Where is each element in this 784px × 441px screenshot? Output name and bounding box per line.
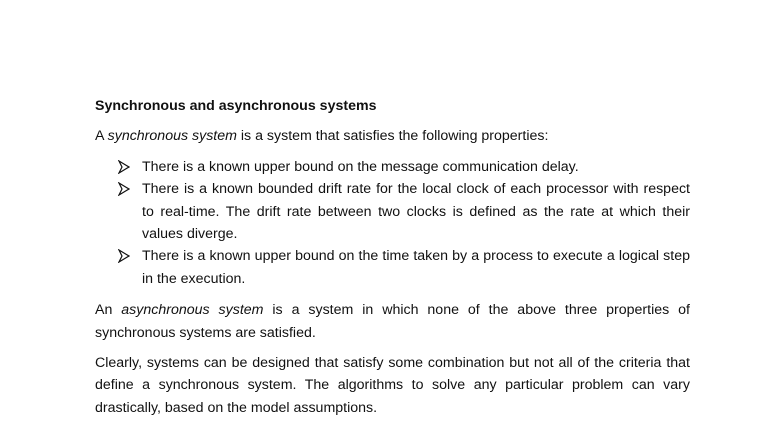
list-item: [95, 245, 690, 290]
async-suffix: is a system in which none of the above three properties of synchronous systems are satisfied.: [95, 302, 690, 341]
asynchronous-term: asynchronous system: [121, 302, 264, 319]
property-text: There is a known upper bound on the message communication delay.: [142, 158, 579, 175]
property-text: There is a known bounded drift rate for the local clock of each processor with respect to real-time. The drift rate between two clocks is defined as the rate at which their values diverge.: [142, 181, 690, 243]
property-text: There is a known upper bound on the time taken by a process to execute a logical step in the execution.: [142, 248, 690, 287]
list-item: [95, 178, 690, 245]
asynchronous-definition: [95, 299, 690, 344]
properties-list: [95, 156, 690, 290]
intro-suffix: is a system that satisfies the following properties:: [236, 128, 549, 145]
page-content: [95, 95, 690, 427]
synchronous-term: synchronous system: [107, 128, 237, 145]
async-prefix: An: [95, 302, 122, 319]
section-heading: Synchronous and asynchronous systems: [95, 98, 377, 114]
closing-paragraph: Clearly, systems can be designed that satisfy some combination but not all of the criteria that define a synchronous system. The algorithms to solve any particular problem can vary drastically, based on the model assumptions.: [95, 355, 690, 416]
synchronous-definition: [95, 125, 690, 147]
list-item: [95, 156, 690, 178]
intro-prefix: A: [95, 128, 108, 145]
